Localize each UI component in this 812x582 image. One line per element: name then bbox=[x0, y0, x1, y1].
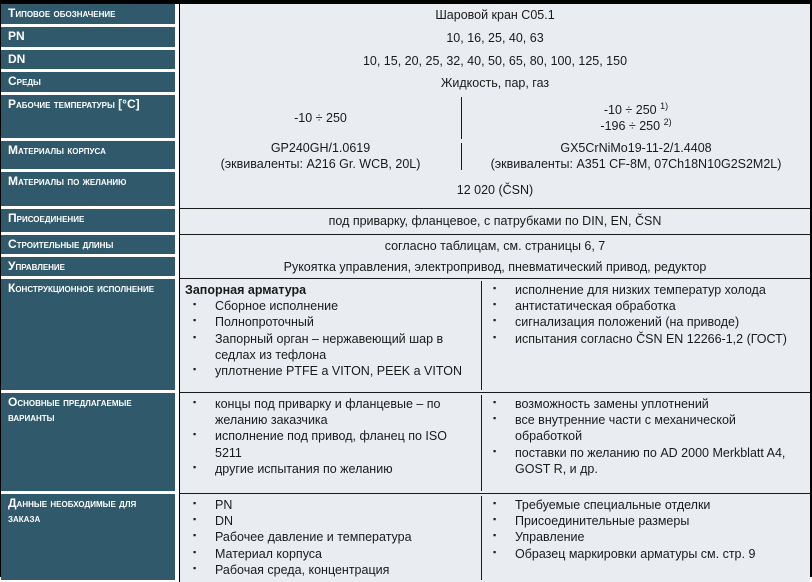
value-working-temperatures bbox=[179, 95, 810, 141]
value-type-designation: Шаровой кран C05.1 bbox=[179, 4, 810, 27]
row-optional-materials bbox=[1, 172, 810, 209]
row-label-design: Конструкционное исполнение bbox=[1, 279, 179, 393]
row-label-working-temperatures: Рабочие температуры [°C] bbox=[1, 95, 179, 141]
list-item: ▪ Материал корпуса bbox=[184, 546, 477, 562]
row-label-type-designation: Типовое обозначение bbox=[1, 4, 179, 27]
value-body-materials bbox=[179, 141, 810, 172]
temp-standard-range: -10 ÷ 250 bbox=[294, 110, 347, 125]
list-item: ▪ испытания согласно ČSN EN 12266-1,2 (ГОСТ) bbox=[484, 331, 806, 347]
list-item: ▪ Образец маркировки арматуры см. стр. 9 bbox=[484, 546, 806, 562]
row-control bbox=[1, 257, 810, 279]
variants-right-list bbox=[484, 396, 806, 477]
material-equivalents: (эквиваленты: A216 Gr. WCB, 20L) bbox=[220, 157, 421, 172]
value-optional-materials: 12 020 (ČSN) bbox=[179, 172, 810, 209]
list-item: ▪ сигнализация положений (на приводе) bbox=[484, 314, 806, 330]
temp-special-range-2: -196 ÷ 250 $^{2)}$ bbox=[600, 116, 672, 133]
row-design bbox=[1, 279, 810, 393]
temp-standard bbox=[180, 95, 461, 141]
list-item: ▪ исполнение под привод, фланец по ISO 5211 bbox=[184, 428, 477, 461]
list-item: ▪ Требуемые специальные отделки bbox=[484, 497, 806, 513]
design-left-column bbox=[180, 279, 481, 392]
list-item: ▪ исполнение для низких температур холода bbox=[484, 282, 806, 298]
order-left-list bbox=[184, 497, 477, 578]
value-connection: под приварку, фланцевое, с патрубками по DIN, EN, ČSN bbox=[179, 209, 810, 235]
list-item: ▪ Рабочее давление и температура bbox=[184, 529, 477, 545]
row-label-pn: PN bbox=[1, 27, 179, 50]
row-label-dn: DN bbox=[1, 50, 179, 73]
row-label-optional-materials: Материалы по желанию bbox=[1, 172, 179, 209]
row-label-order-data: Данные необходимые для заказа bbox=[1, 494, 179, 582]
row-face-to-face-lengths bbox=[1, 235, 810, 257]
list-item: ▪ Управление bbox=[484, 529, 806, 545]
list-item: ▪ другие испытания по желанию bbox=[184, 461, 477, 477]
row-type-designation bbox=[1, 4, 810, 27]
list-item: ▪ Рабочая среда, концентрация bbox=[184, 562, 477, 578]
row-variants bbox=[1, 393, 810, 494]
row-dn bbox=[1, 50, 810, 73]
row-label-control: Управление bbox=[1, 257, 179, 279]
list-item: ▪ PN bbox=[184, 497, 477, 513]
temp-special-range-1: -10 ÷ 250 $^{1)}$ bbox=[603, 100, 669, 117]
row-label-body-materials: Материалы корпуса bbox=[1, 141, 179, 172]
list-item: ▪ DN bbox=[184, 513, 477, 529]
value-variants bbox=[179, 393, 810, 494]
list-item: ▪ антистатическая обработка bbox=[484, 298, 806, 314]
row-label-media: Среды bbox=[1, 72, 179, 95]
row-pn bbox=[1, 27, 810, 50]
value-control: Рукоятка управления, электропривод, пневматический привод, редуктор bbox=[179, 257, 810, 279]
value-dn: 10, 15, 20, 25, 32, 40, 50, 65, 80, 100, 125, 150 bbox=[179, 50, 810, 73]
variants-left-list bbox=[184, 396, 477, 477]
list-item: ▪ возможность замены уплотнений bbox=[484, 396, 806, 412]
row-label-variants: Основные предлагаемые варианты bbox=[1, 393, 179, 494]
list-item: ▪ Полнопроточный bbox=[184, 314, 477, 330]
footnote-marker-1: 1) bbox=[660, 100, 669, 111]
temp-special bbox=[462, 95, 810, 141]
row-body-materials bbox=[1, 141, 810, 172]
value-order-data bbox=[179, 494, 810, 582]
material-grade: GX5CrNiMo19-11-2/1.4408 bbox=[560, 141, 712, 156]
list-item: ▪ Присоединительные размеры bbox=[484, 513, 806, 529]
design-heading: Запорная арматура bbox=[185, 282, 307, 297]
value-design bbox=[179, 279, 810, 393]
footnote-marker-2: 2) bbox=[663, 116, 672, 127]
value-media: Жидкость, пар, газ bbox=[179, 72, 810, 95]
design-left-list bbox=[184, 298, 477, 379]
value-face-to-face-lengths: согласно таблицам, см. страницы 6, 7 bbox=[179, 235, 810, 257]
row-label-face-to-face-lengths: Строительные длины bbox=[1, 235, 179, 257]
order-right-column bbox=[482, 494, 810, 582]
order-left-column bbox=[180, 494, 481, 582]
list-item: ▪ Запорный орган – нержавеющий шар в седлах из тефлона bbox=[184, 331, 477, 364]
variants-left-column bbox=[180, 393, 481, 493]
design-right-column bbox=[482, 279, 810, 392]
list-item: ▪ все внутренние части с механической обработкой bbox=[484, 412, 806, 445]
material-grade: GP240GH/1.0619 bbox=[270, 141, 371, 156]
material-equivalents: (эквиваленты: A351 CF-8M, 07Ch18N10G2S2M2L) bbox=[490, 157, 782, 172]
list-item: ▪ поставки по желанию по AD 2000 Merkblatt A4, GOST R, и др. bbox=[484, 445, 806, 478]
row-order-data bbox=[1, 494, 810, 582]
list-item: ▪ концы под приварку и фланцевые – по желанию заказчика bbox=[184, 396, 477, 429]
row-media bbox=[1, 72, 810, 95]
order-right-list bbox=[484, 497, 806, 562]
row-label-connection: Присоединение bbox=[1, 209, 179, 235]
body-material-carbon bbox=[180, 141, 461, 172]
body-material-stainless bbox=[462, 141, 810, 172]
list-item: ▪ Сборное исполнение bbox=[184, 298, 477, 314]
row-working-temperatures bbox=[1, 95, 810, 141]
row-connection bbox=[1, 209, 810, 235]
variants-right-column bbox=[482, 393, 810, 493]
list-item: ▪ уплотнение PTFE а VITON, PEEK а VITON bbox=[184, 363, 477, 379]
value-pn: 10, 16, 25, 40, 63 bbox=[179, 27, 810, 50]
design-right-list bbox=[484, 282, 806, 347]
